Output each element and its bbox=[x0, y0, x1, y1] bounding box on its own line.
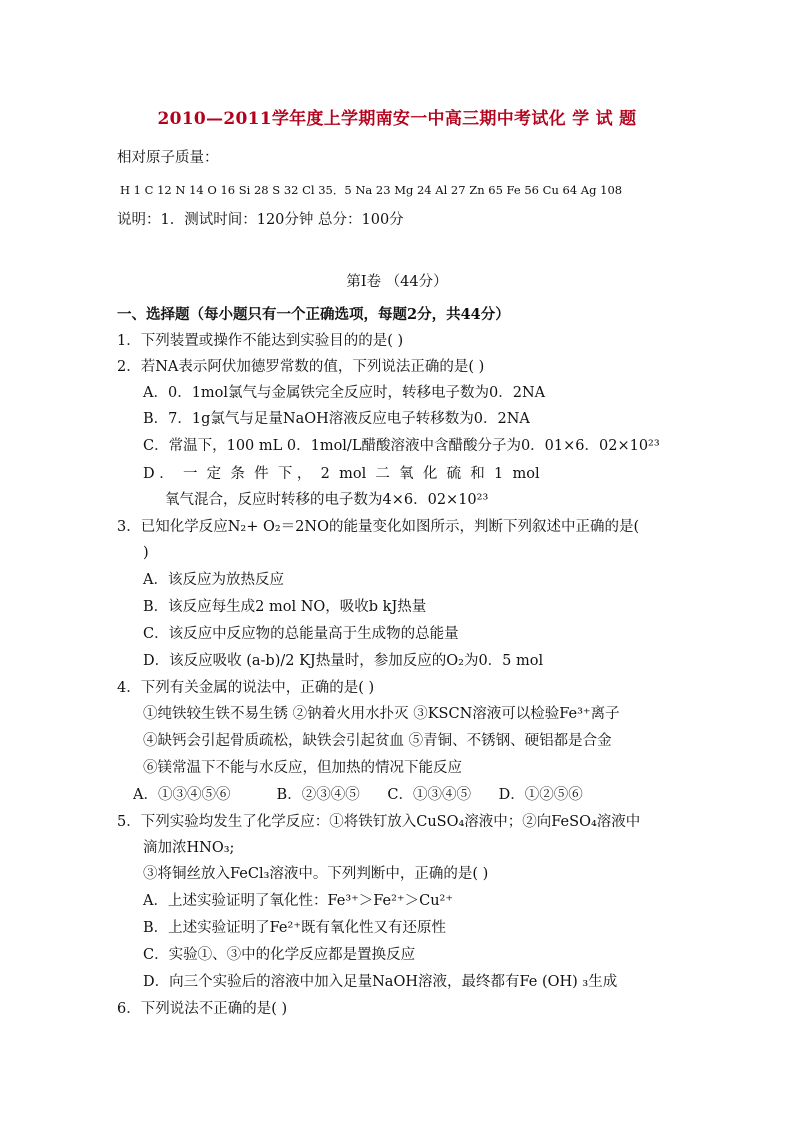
question-5: 5．下列实验均发生了化学反应：①将铁钉放入CuSO₄溶液中；②向FeSO₄溶液中 bbox=[117, 814, 641, 830]
atomic-mass-list: H 1 C 12 N 14 O 16 Si 28 S 32 Cl 35．5 Na 23 Mg 24 Al 27 Zn 65 Fe 56 Cu 64 Ag 108 bbox=[120, 183, 623, 197]
question-3-option-a: A．该反应为放热反应 bbox=[143, 572, 284, 588]
question-3: 3．已知化学反应N₂+ O₂＝2NO的能量变化如图所示，判断下列叙述中正确的是( bbox=[117, 519, 640, 535]
question-2-option-c: C．常温下，100 mL 0．1mol/L醋酸溶液中含醋酸分子为0．01×6．02×10²³ bbox=[143, 438, 660, 454]
question-3-paren: ) bbox=[143, 545, 149, 561]
question-5-option-d: D．向三个实验后的溶液中加入足量NaOH溶液，最终都有Fe (OH) ₃生成 bbox=[143, 974, 618, 990]
question-2-option-d: D ． 一 定 条 件 下 ， 2 mol 二 氧 化 硫 和 1 mol bbox=[143, 466, 540, 482]
question-5-exp3: ③将铜丝放入FeCl₃溶液中。下列判断中，正确的是( ) bbox=[143, 866, 489, 882]
question-5-option-c: C．实验①、③中的化学反应都是置换反应 bbox=[143, 947, 416, 963]
question-3-option-c: C．该反应中反应物的总能量高于生成物的总能量 bbox=[143, 626, 459, 642]
question-4-statements-1: ①纯铁较生铁不易生锈 ②钠着火用水扑灭 ③KSCN溶液可以检验Fe³⁺离子 bbox=[143, 706, 620, 722]
question-5-option-a: A．上述实验证明了氧化性：Fe³⁺＞Fe²⁺＞Cu²⁺ bbox=[143, 893, 453, 909]
question-4-options: A．①③④⑤⑥ B．②③④⑤ C．①③④⑤ D．①②⑤⑥ bbox=[133, 787, 583, 803]
question-3-option-b: B．该反应每生成2 mol NO，吸收b kJ热量 bbox=[143, 599, 427, 615]
question-2-option-d-cont: 氧气混合，反应时转移的电子数为4×6．02×10²³ bbox=[165, 492, 489, 508]
question-2-option-b: B．7．1g氯气与足量NaOH溶液反应电子转移数为0．2NA bbox=[143, 411, 530, 427]
question-1: 1．下列装置或操作不能达到实验目的的是( ) bbox=[117, 333, 404, 349]
question-4-statements-3: ⑥镁常温下不能与水反应，但加热的情况下能反应 bbox=[143, 760, 462, 776]
question-5-cont: 滴加浓HNO₃; bbox=[143, 840, 235, 856]
question-3-option-d: D．该反应吸收 (a-b)/2 KJ热量时，参加反应的O₂为0．5 mol bbox=[143, 653, 544, 669]
part-title: 一、选择题（每小题只有一个正确选项，每题2分，共44分） bbox=[117, 306, 510, 323]
question-4-statements-2: ④缺钙会引起骨质疏松，缺铁会引起贫血 ⑤青铜、不锈钢、硬铝都是合金 bbox=[143, 733, 612, 749]
question-4: 4．下列有关金属的说法中，正确的是( ) bbox=[117, 680, 375, 696]
atomic-mass-label: 相对原子质量： bbox=[117, 150, 219, 166]
volume-title: 第Ⅰ卷 （44分） bbox=[346, 274, 448, 290]
exam-note: 说明：1．测试时间：120分钟 总分：100分 bbox=[117, 212, 404, 228]
question-6: 6．下列说法不正确的是( ) bbox=[117, 1001, 288, 1017]
question-2: 2．若NA表示阿伏加德罗常数的值，下列说法正确的是( ) bbox=[117, 359, 485, 375]
question-5-option-b: B．上述实验证明了Fe²⁺既有氧化性又有还原性 bbox=[143, 920, 446, 936]
exam-title: 2010—2011学年度上学期南安一中高三期中考试化 学 试 题 bbox=[157, 109, 637, 129]
question-2-option-a: A．0．1mol氯气与金属铁完全反应时，转移电子数为0．2NA bbox=[143, 385, 546, 401]
